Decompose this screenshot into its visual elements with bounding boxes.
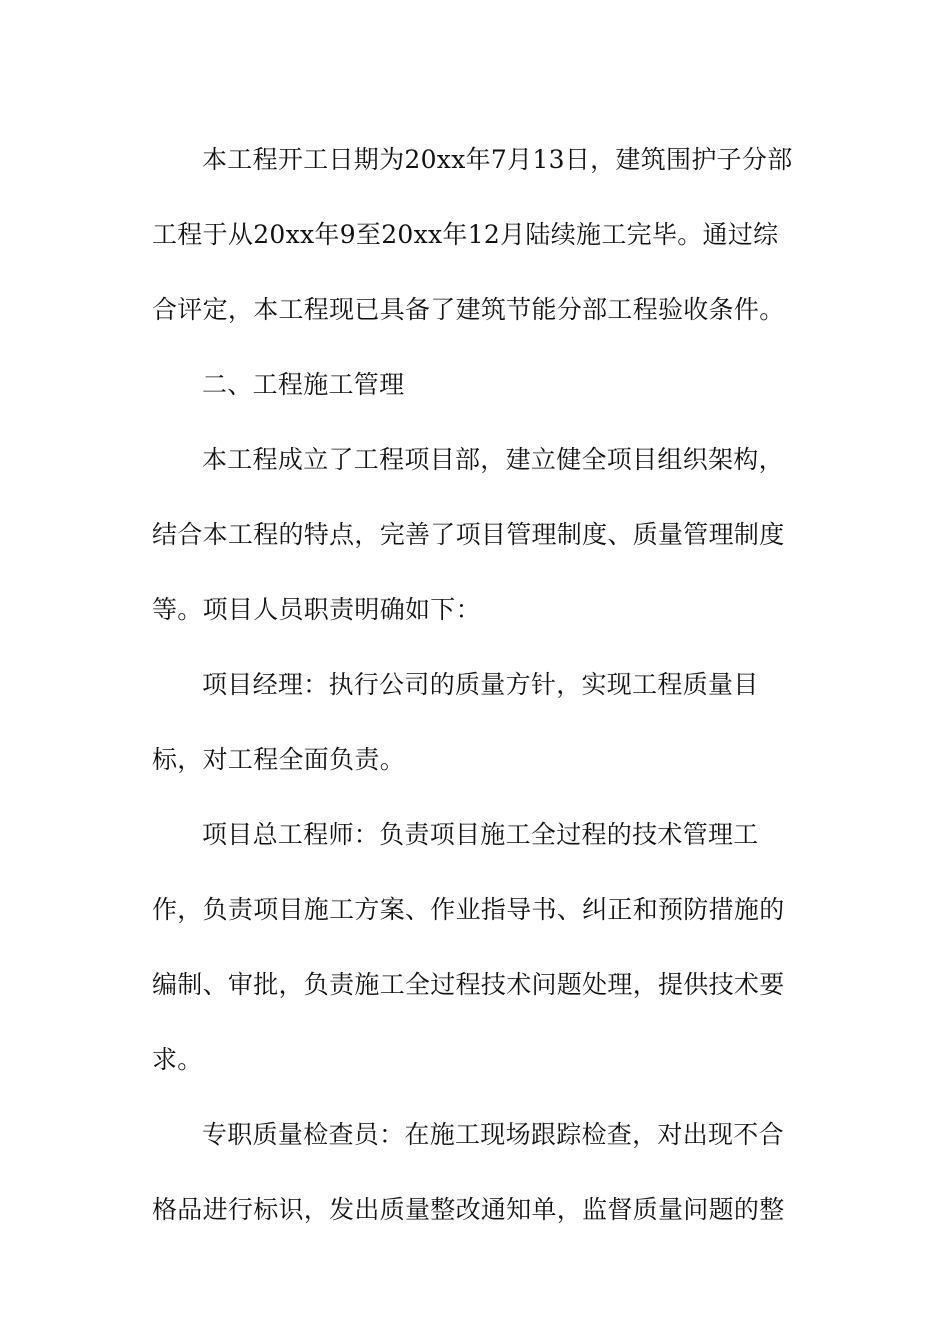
text-line: 求。	[152, 1045, 203, 1074]
text-line: 专职质量检查员：在施工现场跟踪检查，对出现不合	[202, 1120, 784, 1149]
text-line: 本工程成立了工程项目部，建立健全项目组织架构，	[202, 445, 784, 474]
text-line: 本工程开工日期为20xx年7月13日，建筑围护子分部	[202, 145, 793, 174]
section-heading: 二、工程施工管理	[202, 370, 405, 399]
text-line: 标，对工程全面负责。	[152, 745, 406, 774]
text-line: 项目总工程师：负责项目施工全过程的技术管理工	[202, 820, 759, 849]
document-body	[152, 122, 812, 1247]
text-line: 编制、审批，负责施工全过程技术问题处理，提供技术要	[152, 970, 785, 999]
text-line: 项目经理：执行公司的质量方针，实现工程质量目	[202, 670, 759, 699]
text-line: 作，负责项目施工方案、作业指导书、纠正和预防措施的	[152, 895, 785, 924]
text-line: 合评定，本工程现已具备了建筑节能分部工程验收条件。	[152, 295, 785, 324]
text-line: 格品进行标识，发出质量整改通知单，监督质量问题的整	[152, 1195, 785, 1224]
text-line: 结合本工程的特点，完善了项目管理制度、质量管理制度	[152, 520, 785, 549]
text-line: 工程于从20xx年9至20xx年12月陆续施工完毕。通过综	[152, 220, 779, 249]
text-line: 等。项目人员职责明确如下：	[152, 595, 481, 624]
